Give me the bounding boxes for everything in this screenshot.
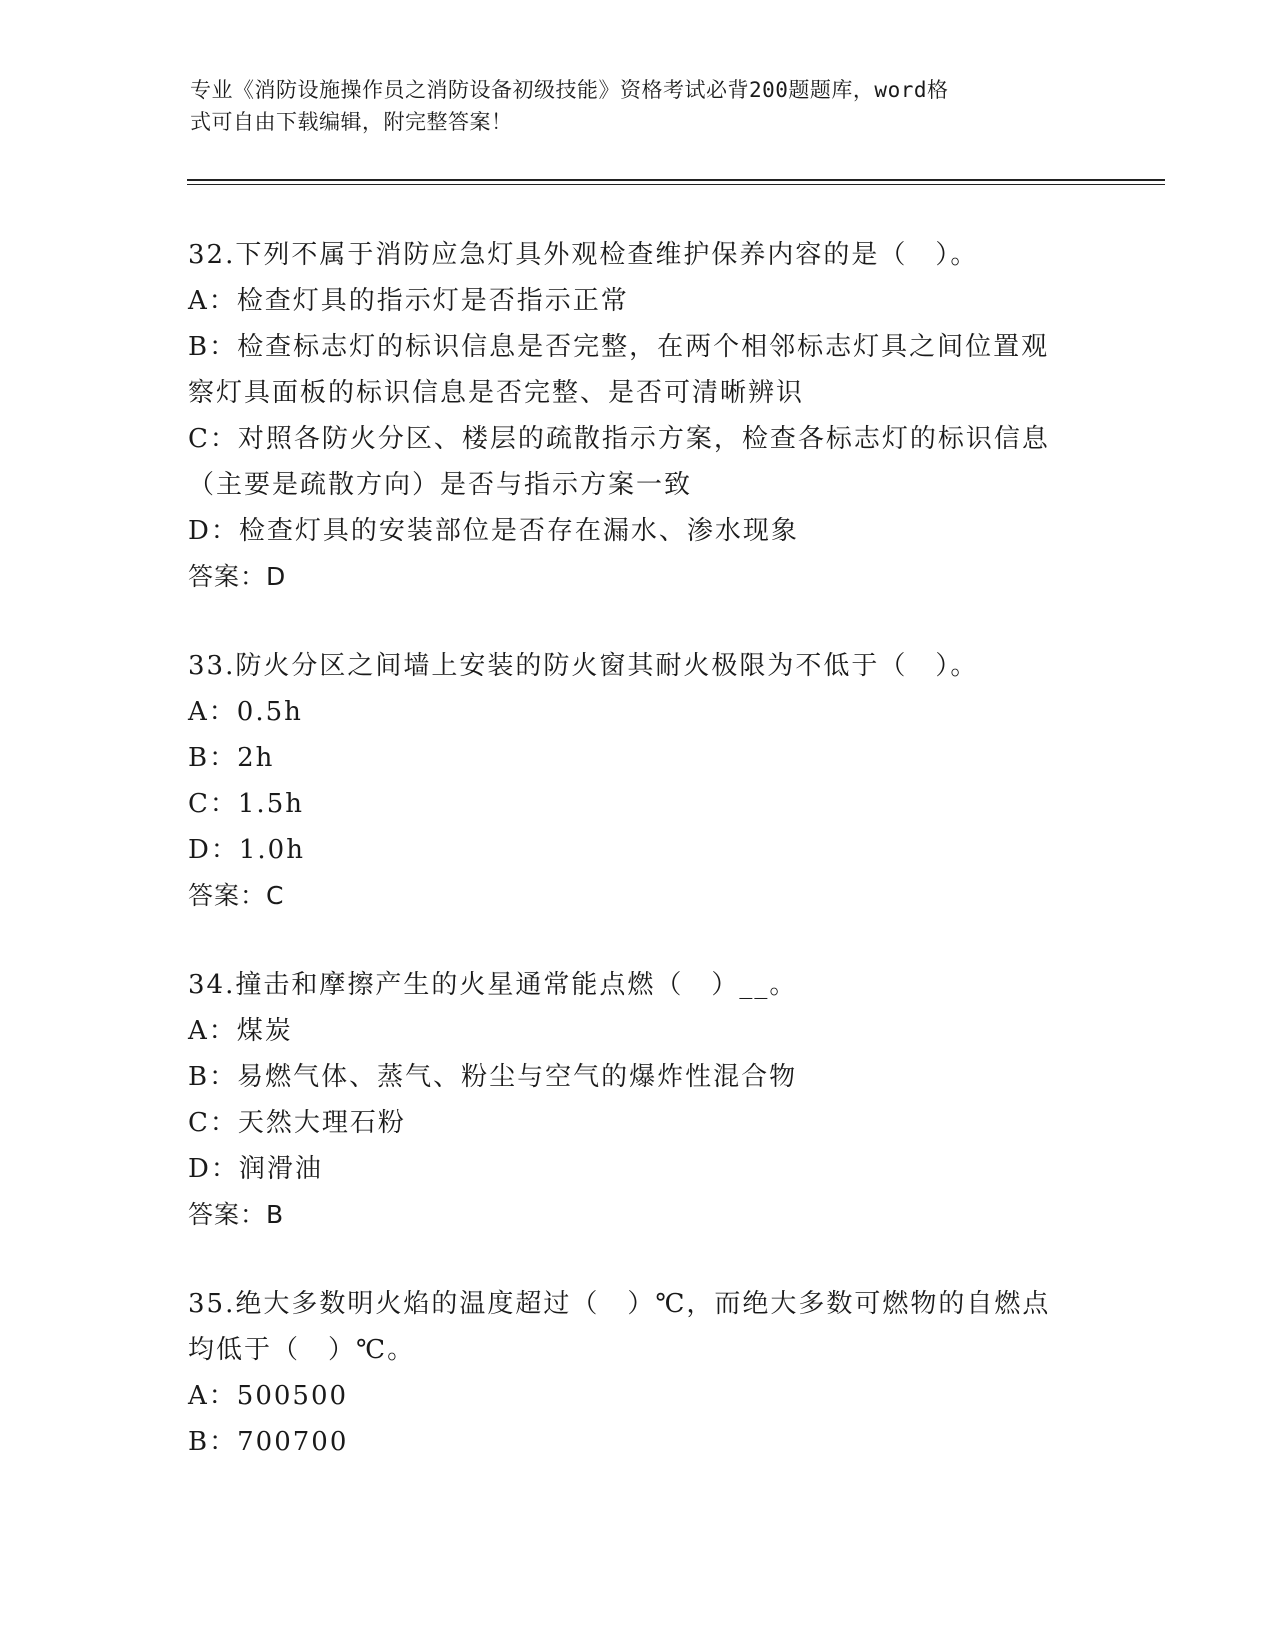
option-b: B：2h	[188, 743, 275, 773]
option-a: A：检查灯具的指示灯是否指示正常	[188, 286, 629, 316]
document-header	[190, 74, 1090, 138]
option-b: B：700700	[188, 1427, 349, 1457]
option-a: A：500500	[188, 1381, 349, 1411]
question-stem: 34.撞击和摩擦产生的火星通常能点燃（ ）__。	[188, 970, 798, 1000]
question-stem: 32.下列不属于消防应急灯具外观检查维护保养内容的是（ ）。	[188, 240, 979, 270]
option-a: A：0.5h	[188, 697, 303, 727]
answer: 答案：B	[188, 1200, 285, 1229]
option-c: C：对照各防火分区、楼层的疏散指示方案，检查各标志灯的标识信息	[188, 424, 1050, 454]
answer: 答案：D	[188, 562, 287, 591]
header-line-1: 专业《消防设施操作员之消防设备初级技能》资格考试必背200题题库，word格	[190, 78, 949, 102]
option-c: C：天然大理石粉	[188, 1108, 406, 1138]
header-line-2: 式可自由下载编辑，附完整答案！	[190, 110, 513, 134]
question-list	[188, 232, 1088, 1508]
option-b-continued: 察灯具面板的标识信息是否完整、是否可清晰辨识	[188, 378, 805, 408]
answer: 答案：C	[188, 881, 285, 910]
question-33	[188, 643, 1088, 919]
question-35	[188, 1281, 1088, 1465]
option-b: B：检查标志灯的标识信息是否完整，在两个相邻标志灯具之间位置观	[188, 332, 1050, 362]
question-stem: 35.绝大多数明火焰的温度超过（ ）℃，而绝大多数可燃物的自燃点	[188, 1289, 1051, 1319]
option-d: D：1.0h	[188, 835, 305, 865]
option-c-continued: （主要是疏散方向）是否与指示方案一致	[188, 470, 693, 500]
option-d: D：润滑油	[188, 1154, 323, 1184]
option-a: A：煤炭	[188, 1016, 293, 1046]
question-stem: 33.防火分区之间墙上安装的防火窗其耐火极限为不低于（ ）。	[188, 651, 979, 681]
option-b: B：易燃气体、蒸气、粉尘与空气的爆炸性混合物	[188, 1062, 798, 1092]
question-32	[188, 232, 1088, 600]
option-d: D：检查灯具的安装部位是否存在漏水、渗水现象	[188, 516, 799, 546]
header-divider	[187, 179, 1165, 185]
question-34	[188, 962, 1088, 1238]
option-c: C：1.5h	[188, 789, 304, 819]
question-stem-continued: 均低于（ ）℃。	[188, 1335, 416, 1365]
